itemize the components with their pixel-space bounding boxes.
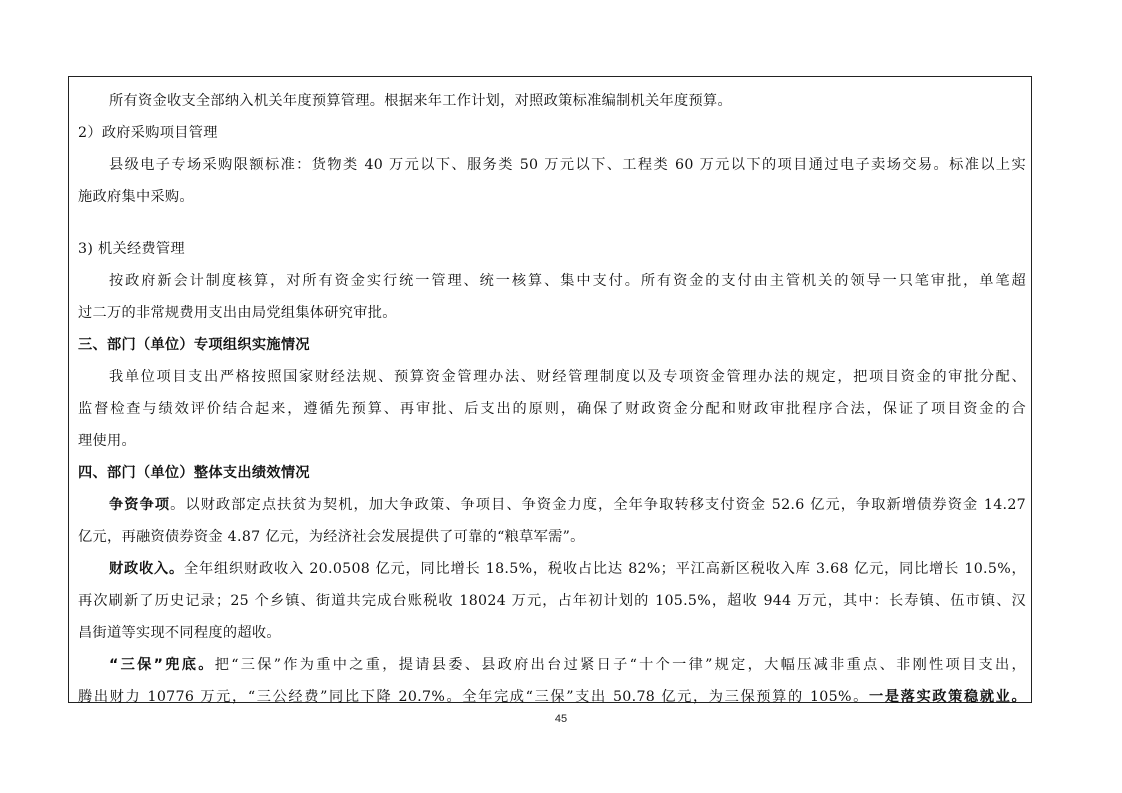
paragraph-text: 全年组织财政收入 20.0508 亿元，同比增长 18.5%，税收占比达 82%；平江高新区税收入库 3.68 亿元，同比增长 10.5%， <box>184 561 1026 577</box>
paragraph-text: 腾出财力 10776 万元，“三公经费”同比下降 20.7%。全年完成“三保”支出 50.78 亿元，为三保预算的 105%。 <box>78 689 869 705</box>
document-body <box>78 85 1026 713</box>
section-heading-3: 三、部门（单位）专项组织实施情况 <box>78 337 310 353</box>
paragraph-line: 过二万的非常规费用支出由局党组集体研究审批。 <box>78 305 397 321</box>
paragraph-line: 昌街道等实现不同程度的超收。 <box>78 625 281 641</box>
section-heading-4: 四、部门（单位）整体支出绩效情况 <box>78 465 310 481</box>
paragraph-line: 县级电子专场采购限额标准：货物类 40 万元以下、服务类 50 万元以下、工程类 60 万元以下的项目通过电子卖场交易。标准以上实 <box>109 157 1026 173</box>
spacer <box>78 213 1026 233</box>
paragraph-line <box>78 681 1026 713</box>
paragraph-line <box>78 649 1026 681</box>
paragraph-line: 监督检查与绩效评价结合起来，遵循先预算、再审批、后支出的原则，确保了财政资金分配和财政审批程序合法，保证了项目资金的合 <box>78 401 1026 417</box>
paragraph-line: 理使用。 <box>78 433 136 449</box>
paragraph-line: 按政府新会计制度核算，对所有资金实行统一管理、统一核算、集中支付。所有资金的支付由主管机关的领导一只笔审批，单笔超 <box>109 273 1026 289</box>
lead-employment: 一是落实政策稳就业。 <box>868 689 1026 705</box>
lead-revenue: 财政收入。 <box>109 561 185 577</box>
paragraph-text: 。以财政部定点扶贫为契机，加大争政策、争项目、争资金力度，全年争取转移支付资金 52.6 亿元，争取新增债券资金 14.27 <box>170 497 1026 513</box>
paragraph-line <box>78 489 1026 521</box>
paragraph-text: 把“三保”作为重中之重，提请县委、县政府出台过紧日子“十个一律”规定，大幅压减非重点、非刚性项目支出， <box>214 657 1026 673</box>
paragraph-line: 施政府集中采购。 <box>78 189 194 205</box>
lead-three-guarantees: “三保”兜底。 <box>109 657 215 673</box>
paragraph-line: 所有资金收支全部纳入机关年度预算管理。根据来年工作计划，对照政策标准编制机关年度预算。 <box>109 93 732 109</box>
paragraph-line <box>78 553 1026 585</box>
subheading-expenses: 3) 机关经费管理 <box>78 241 185 257</box>
page-number: 45 <box>554 713 568 725</box>
paragraph-line: 我单位项目支出严格按照国家财经法规、预算资金管理办法、财经管理制度以及专项资金管理办法的规定，把项目资金的审批分配、 <box>109 369 1026 385</box>
paragraph-line: 亿元，再融资债券资金 4.87 亿元，为经济社会发展提供了可靠的“粮草军需”。 <box>78 529 585 545</box>
paragraph-line: 再次刷新了历史记录；25 个乡镇、街道共完成台账税收 18024 万元，占年初计划的 105.5%，超收 944 万元，其中：长寿镇、伍市镇、汉 <box>78 593 1026 609</box>
subheading-procurement: 2）政府采购项目管理 <box>78 125 218 141</box>
lead-funding: 争资争项 <box>109 497 171 513</box>
